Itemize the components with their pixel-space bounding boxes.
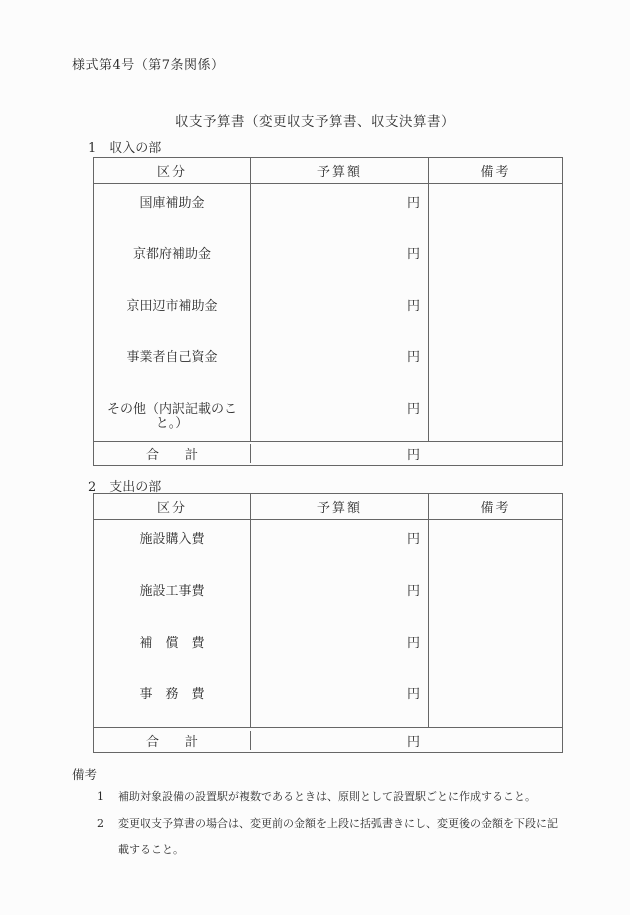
- expense-table-header-row: [94, 494, 562, 520]
- yen-unit-label: 円: [406, 532, 420, 547]
- expense-table: [93, 493, 563, 753]
- income-total-row: [94, 441, 562, 465]
- income-table-row: [94, 338, 562, 389]
- row-budget-amount-cell: [250, 235, 428, 286]
- column-header-category: 区分: [156, 165, 187, 180]
- row-category-label: 京都府補助金: [132, 247, 211, 263]
- yen-unit-label: 円: [406, 448, 420, 463]
- row-budget-amount-cell: [250, 675, 428, 727]
- income-section-heading: 1 収入の部: [88, 141, 162, 156]
- column-header-budget-amount: 予算額: [250, 158, 428, 183]
- row-budget-amount-cell: [250, 520, 428, 572]
- row-category-label: 補 償 費: [139, 635, 205, 651]
- remark-text: 補助対象設備の設置駅が複数であるときは、原則として設置駅ごとに作成すること。: [118, 790, 536, 803]
- income-table-row: [94, 390, 562, 441]
- row-budget-amount-cell: [250, 390, 428, 441]
- yen-unit-label: 円: [406, 687, 420, 703]
- yen-unit-label: 円: [406, 196, 420, 211]
- remarks-list: [97, 784, 563, 864]
- expense-table-row: [94, 572, 562, 624]
- row-remarks-cell: [428, 184, 562, 235]
- row-budget-amount-cell: [250, 624, 428, 676]
- column-header-category: 区分: [156, 501, 187, 516]
- remark-item: [97, 811, 563, 864]
- row-remarks-cell: [428, 572, 562, 624]
- row-category-label: 施設購入費: [139, 532, 205, 547]
- expense-table-row: [94, 520, 562, 572]
- expense-total-amount-cell: [250, 731, 428, 750]
- expense-section-heading: 2 支出の部: [88, 480, 162, 495]
- row-remarks-cell: [428, 338, 562, 389]
- column-header-remarks: 備考: [428, 158, 562, 183]
- remark-number: 1: [97, 790, 104, 803]
- expense-table-row: [94, 675, 562, 727]
- row-budget-amount-cell: [250, 572, 428, 624]
- income-total-amount-cell: [250, 444, 428, 463]
- row-budget-amount-cell: [250, 338, 428, 389]
- row-remarks-cell: [428, 235, 562, 286]
- row-category-label: その他（内訳記載のこと。）: [106, 401, 237, 431]
- row-budget-amount-cell: [250, 287, 428, 338]
- row-category-label: 施設工事費: [139, 583, 205, 599]
- row-category-label: 事 務 費: [139, 687, 205, 703]
- row-remarks-cell: [428, 390, 562, 441]
- income-table-row: [94, 287, 562, 338]
- row-remarks-cell: [428, 287, 562, 338]
- column-header-budget-amount: 予算額: [250, 494, 428, 519]
- page-title: 収支予算書（変更収支予算書、収支決算書）: [175, 114, 455, 130]
- column-header-remarks: 備考: [428, 494, 562, 519]
- yen-unit-label: 円: [406, 734, 420, 750]
- expense-total-label: 合 計: [145, 734, 198, 750]
- form-number: 様式第4号（第7条関係）: [72, 58, 225, 73]
- remarks-heading: 備考: [72, 767, 98, 782]
- income-total-label: 合 計: [145, 448, 198, 463]
- row-remarks-cell: [428, 624, 562, 676]
- income-table: [93, 157, 563, 466]
- expense-table-body: [94, 520, 562, 727]
- income-table-header-row: [94, 158, 562, 184]
- row-budget-amount-cell: [250, 184, 428, 235]
- income-table-body: [94, 184, 562, 441]
- row-remarks-cell: [428, 675, 562, 727]
- yen-unit-label: 円: [406, 583, 420, 599]
- row-category-label: 国庫補助金: [139, 196, 205, 211]
- yen-unit-label: 円: [406, 247, 420, 263]
- expense-total-row: [94, 727, 562, 752]
- yen-unit-label: 円: [406, 635, 420, 651]
- remark-item: [97, 784, 563, 811]
- expense-table-row: [94, 624, 562, 676]
- yen-unit-label: 円: [406, 401, 420, 417]
- remark-text: 変更収支予算書の場合は、変更前の金額を上段に括弧書きにし、変更後の金額を下段に記載すること。: [118, 816, 558, 856]
- yen-unit-label: 円: [406, 298, 420, 314]
- yen-unit-label: 円: [406, 350, 420, 366]
- row-remarks-cell: [428, 520, 562, 572]
- income-table-row: [94, 235, 562, 286]
- row-category-label: 事業者自己資金: [126, 350, 218, 366]
- row-category-label: 京田辺市補助金: [126, 298, 218, 314]
- remark-number: 2: [97, 816, 104, 830]
- income-table-row: [94, 184, 562, 235]
